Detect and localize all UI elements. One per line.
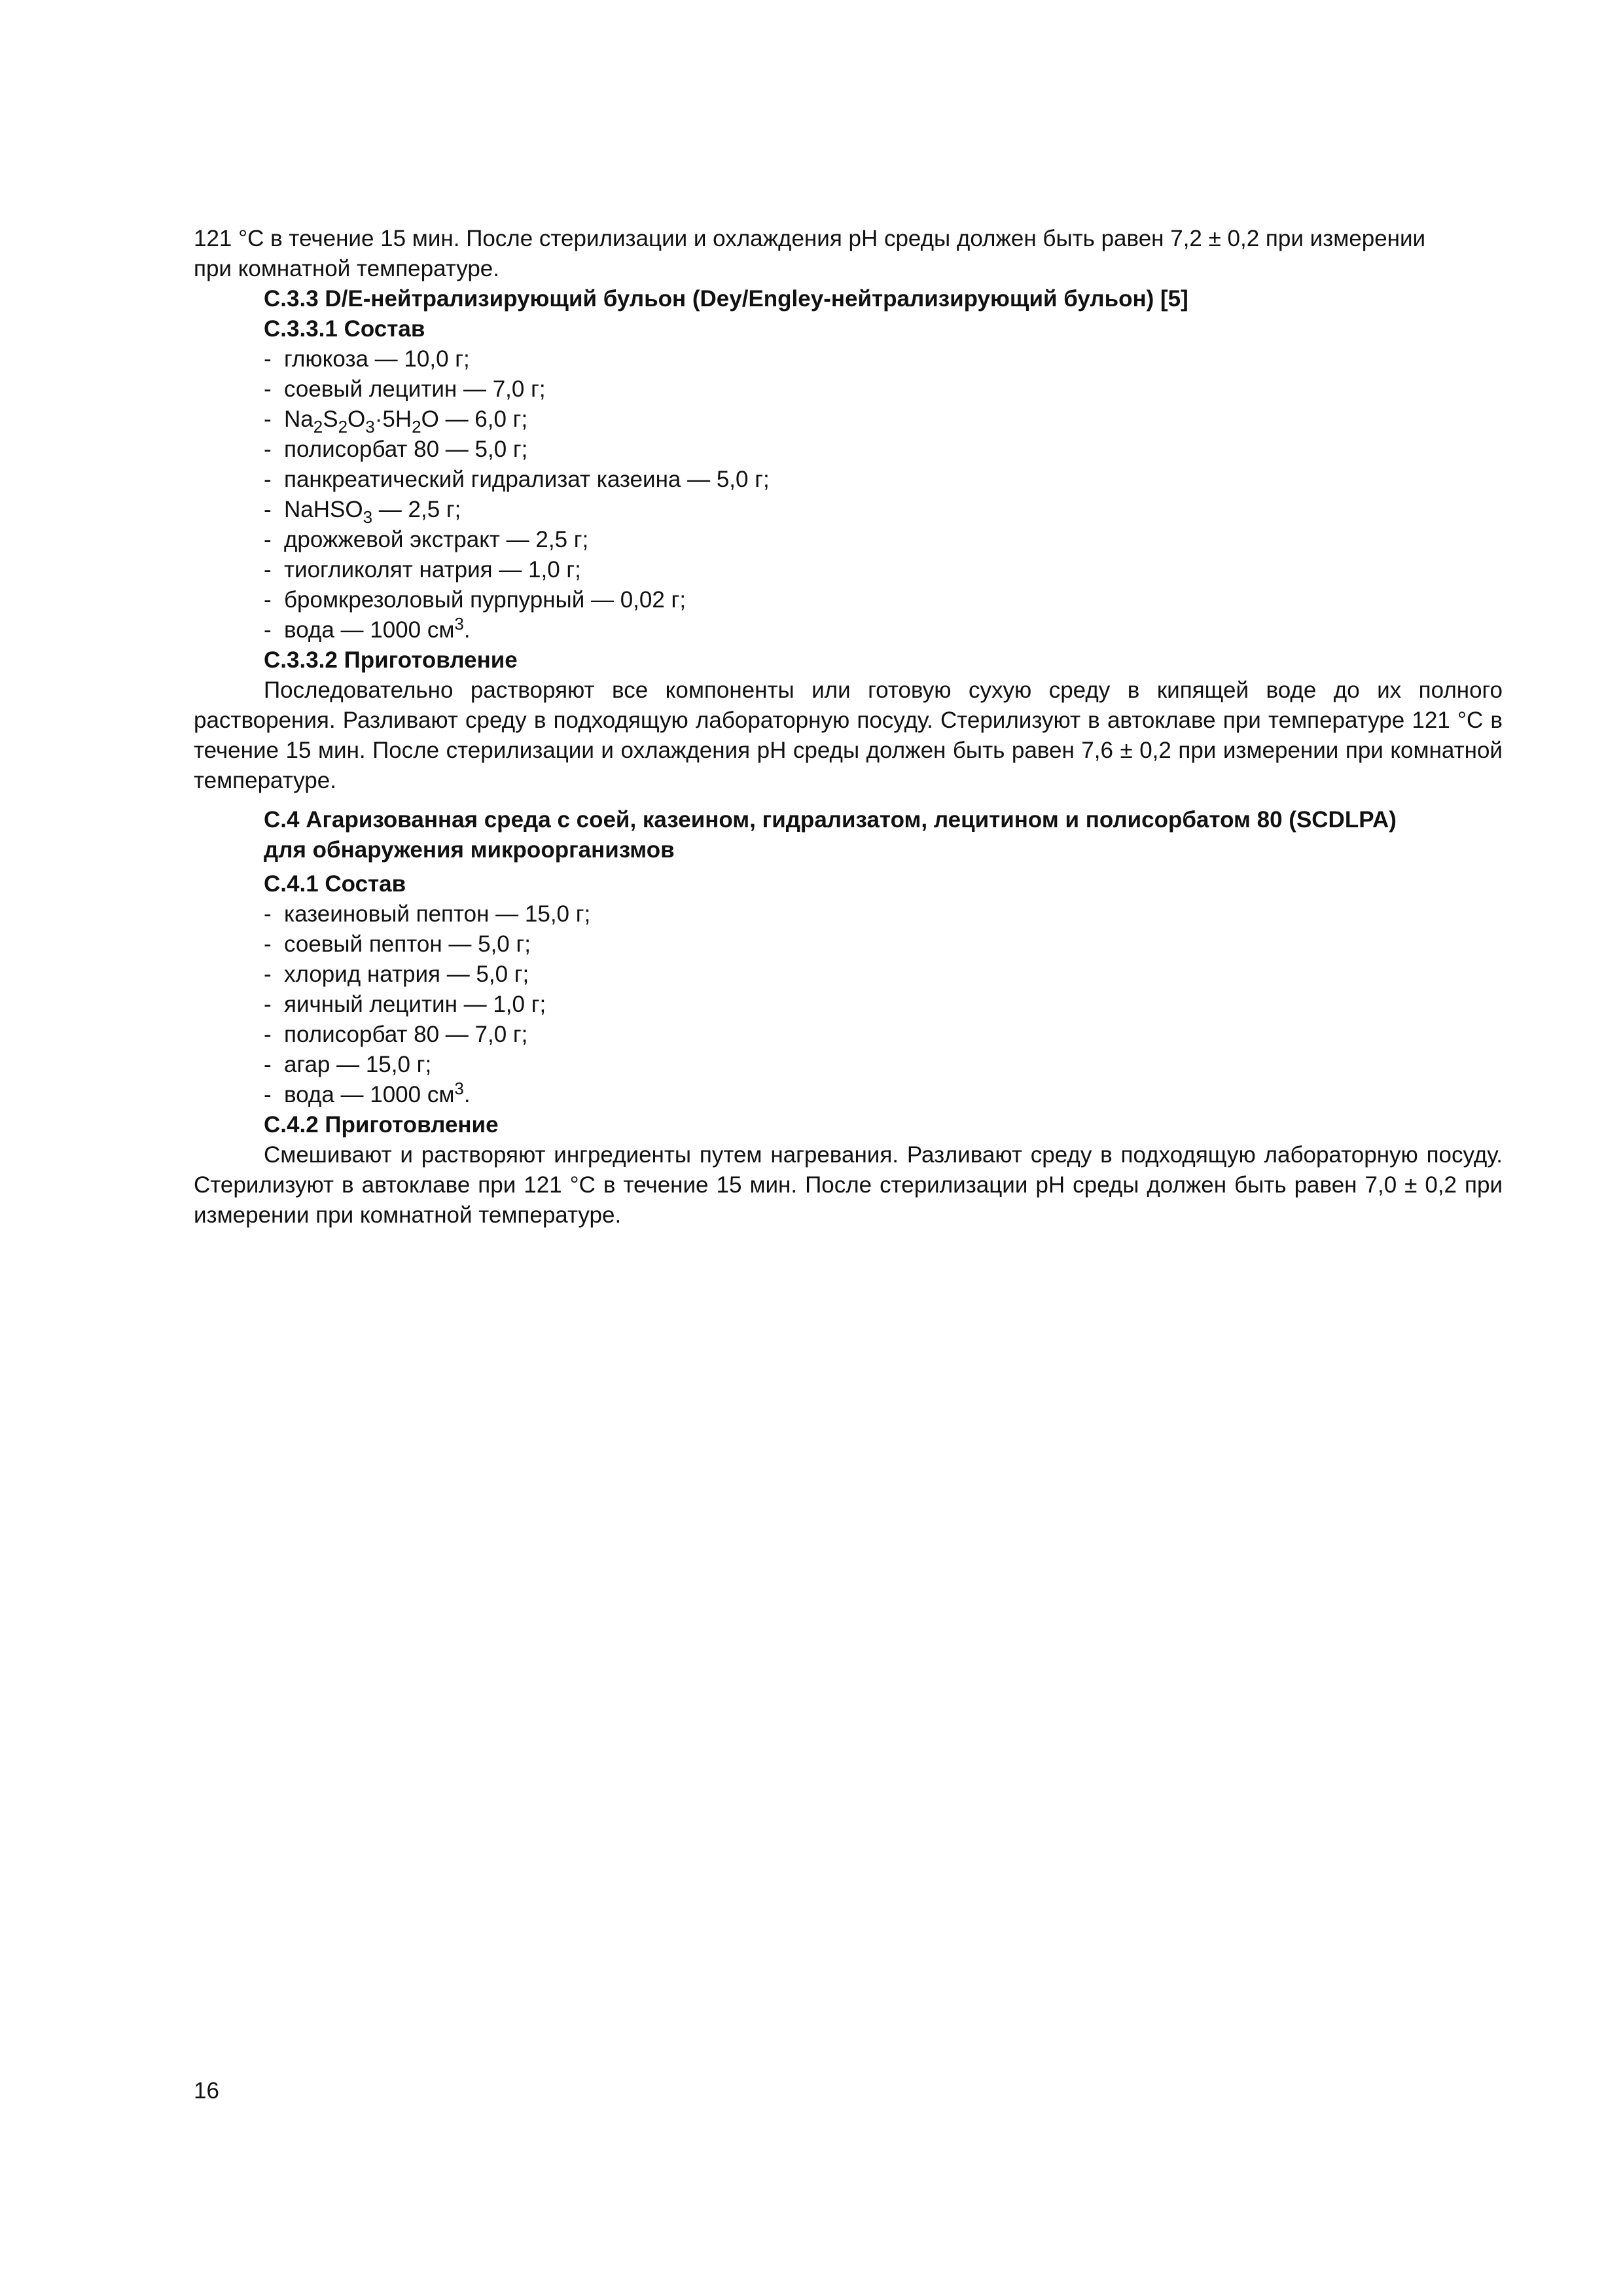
list-bullet: - — [264, 931, 272, 957]
list-item-text: яичный лецитин — 1,0 г; — [284, 992, 546, 1017]
c42-preparation-paragraph: Смешивают и растворяют ингредиенты путем нагревания. Разливают среду в подходящую лабораторную посуду. Стерилизуют в автоклаве при 121 °С в течение 15 мин. После стерилизации рН среды должен быть равен 7,0 ± 0,2 при измерении при комнатной температуре. — [194, 1142, 1503, 1228]
list-item — [194, 960, 1503, 990]
page-number: 16 — [194, 2078, 219, 2104]
list-item-text: казеиновый пептон — 15,0 г; — [284, 901, 591, 927]
volume-text: вода — 1000 см — [284, 1082, 455, 1107]
formula-part: ·5H — [374, 406, 412, 432]
list-item — [194, 929, 1503, 960]
formula-part: NaHSO — [284, 497, 363, 522]
list-bullet: - — [264, 557, 272, 583]
section-c42-heading: С.4.2 Приготовление — [264, 1112, 499, 1138]
list-item-text: соевый пептон — 5,0 г; — [284, 931, 531, 957]
list-item-text: панкреатический гидрализат казеина — 5,0 г; — [284, 467, 770, 492]
list-bullet: - — [264, 961, 272, 987]
continued-paragraph-line-2: при комнатной температуре. — [194, 256, 499, 281]
list-bullet: - — [264, 467, 272, 492]
list-item — [194, 525, 1503, 555]
list-item — [194, 899, 1503, 929]
list-item — [194, 1080, 1503, 1110]
formula-part: — 2,5 г; — [372, 497, 461, 522]
list-bullet: - — [264, 992, 272, 1017]
list-item-text: глюкоза — 10,0 г; — [284, 346, 470, 372]
list-item — [194, 1050, 1503, 1080]
list-bullet: - — [264, 1052, 272, 1077]
list-bullet: - — [264, 617, 272, 643]
list-item-text: бромкрезоловый пурпурный — 0,02 г; — [284, 587, 687, 613]
section-c332-heading: С.3.3.2 Приготовление — [264, 647, 518, 673]
continued-paragraph — [194, 224, 1503, 284]
chemical-formula — [284, 497, 461, 527]
list-bullet: - — [264, 587, 272, 613]
list-item — [194, 435, 1503, 465]
list-bullet: - — [264, 346, 272, 372]
unit-superscript: 3 — [454, 614, 464, 634]
list-bullet: - — [264, 497, 272, 522]
list-item — [194, 404, 1503, 435]
c332-preparation-paragraph: Последовательно растворяют все компоненты или готовую сухую среду в кипящей воде до их полного растворения. Разливают среду в подходящую лабораторную посуду. Стерилизуют в автоклаве при температуре 121 °С в течение 15 мин. После стерилизации и охлаждения рН среды должен быть равен 7,6 ± 0,2 при измерении при комнатной температуре. — [194, 677, 1503, 793]
list-item-text — [284, 1079, 471, 1107]
volume-text: вода — 1000 см — [284, 617, 455, 643]
formula-part: S — [323, 406, 338, 432]
section-c4-heading-line-1: С.4 Агаризованная среда с соей, казеином, гидрализатом, лецитином и полисорбатом 80 (SCDLPA) — [264, 807, 1397, 833]
list-item-text: агар — 15,0 г; — [284, 1052, 432, 1077]
list-item — [194, 990, 1503, 1020]
formula-subscript: 3 — [365, 417, 375, 437]
list-item — [194, 1020, 1503, 1050]
section-spacer — [194, 796, 1503, 805]
list-bullet: - — [264, 527, 272, 552]
list-bullet: - — [264, 376, 272, 402]
formula-subscript: 2 — [338, 417, 348, 437]
formula-part: O — [348, 406, 366, 432]
list-item-text — [284, 614, 471, 643]
section-c33-heading: С.3.3 D/E-нейтрализирующий бульон (Dey/Engley-нейтрализирующий бульон) [5] — [264, 286, 1188, 312]
list-item — [194, 495, 1503, 525]
continued-paragraph-line-1: 121 °С в течение 15 мин. После стерилизации и охлаждения рН среды должен быть равен 7,2 ± 0,2 при измерении — [194, 226, 1426, 251]
list-item-text: дрожжевой экстракт — 2,5 г; — [284, 527, 589, 552]
unit-superscript: 3 — [454, 1079, 464, 1098]
list-item-text: соевый лецитин — 7,0 г; — [284, 376, 546, 402]
list-item-text: хлорид натрия — 5,0 г; — [284, 961, 529, 987]
section-c4-heading — [194, 805, 1503, 865]
formula-subscript: 2 — [313, 417, 323, 437]
list-item-text: тиогликолят натрия — 1,0 г; — [284, 557, 581, 583]
list-item — [194, 465, 1503, 495]
c331-composition-list — [194, 344, 1503, 645]
list-bullet: - — [264, 406, 272, 432]
list-item — [194, 585, 1503, 615]
chemical-formula — [284, 406, 528, 437]
list-item — [194, 615, 1503, 645]
page-content — [194, 224, 1503, 1230]
list-item — [194, 344, 1503, 374]
formula-subscript: 3 — [363, 507, 373, 527]
formula-part: O — 6,0 г; — [421, 406, 528, 432]
list-item-text: полисорбат 80 — 5,0 г; — [284, 437, 528, 462]
section-c331-heading: С.3.3.1 Состав — [264, 316, 425, 342]
list-item-text: полисорбат 80 — 7,0 г; — [284, 1022, 528, 1047]
volume-end: . — [463, 1082, 471, 1107]
volume-end: . — [463, 617, 471, 643]
formula-part: Na — [284, 406, 313, 432]
list-bullet: - — [264, 901, 272, 927]
section-c4-heading-line-2: для обнаружения микроорганизмов — [264, 837, 675, 863]
list-item — [194, 374, 1503, 404]
formula-subscript: 2 — [412, 417, 421, 437]
list-bullet: - — [264, 1082, 272, 1107]
c41-composition-list — [194, 899, 1503, 1110]
list-item — [194, 555, 1503, 585]
list-bullet: - — [264, 1022, 272, 1047]
section-c41-heading: С.4.1 Состав — [264, 871, 406, 897]
list-bullet: - — [264, 437, 272, 462]
